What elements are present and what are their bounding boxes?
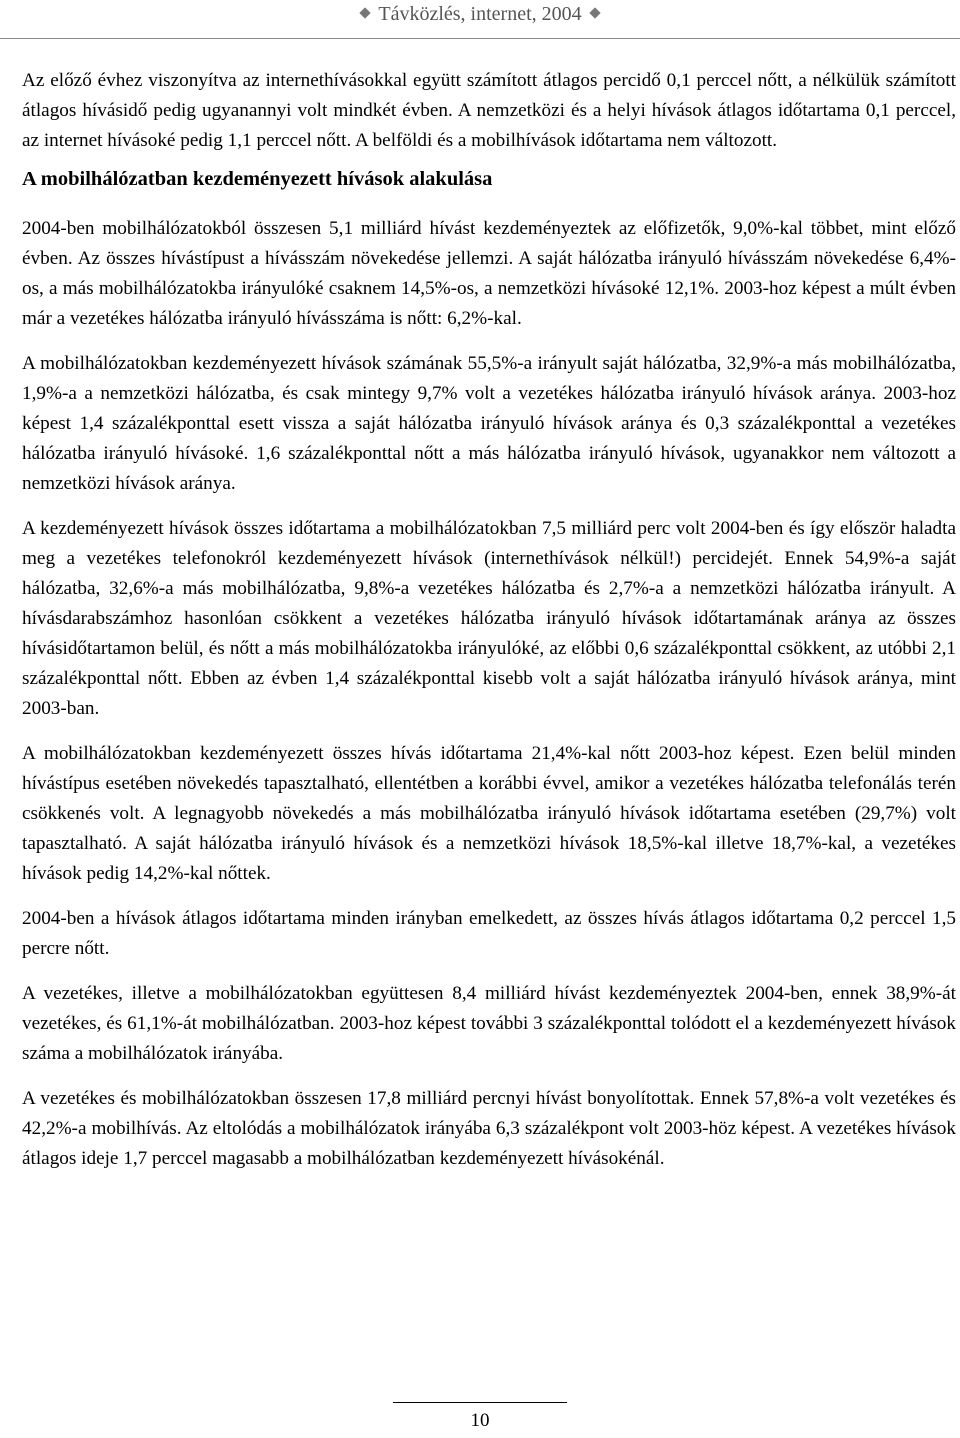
body-paragraph: 2004-ben a hívások átlagos időtartama minden irányban emelkedett, az összes hívás átlagos időtartama 0,2 perccel 1,5 percre nőtt. <box>22 908 956 959</box>
body-paragraph: A vezetékes, illetve a mobilhálózatokban együttesen 8,4 milliárd hívást kezdeményeztek 2004-ben, ennek 38,9%-át vezetékes, és 61,1%-át mobilhálózatban. 2003-hoz képest további 3 százalékponttal tolódott el a kezdeményezett hívások száma a mobilhálózatok irányába. <box>22 983 956 1064</box>
body-paragraph: A vezetékes és mobilhálózatokban összesen 17,8 milliárd percnyi hívást bonyolítottak. Ennek 57,8%-a volt vezetékes és 42,2%-a mobilhívás. Az eltolódás a mobilhálózatok irányába 6,3 százalékpont volt 2003-höz képest. A vezetékes hívások átlagos ideje 1,7 perccel magasabb a mobilhálózatban kezdeményezett hívásokénál. <box>22 1088 956 1169</box>
body-paragraph: A mobilhálózatokban kezdeményezett összes hívás időtartama 21,4%-kal nőtt 2003-hoz képest. Ezen belül minden hívástípus esetében növekedés tapasztalható, ellentétben a korábbi évvel, amikor a vezetékes hálózatba telefonálás terén csökkenés volt. A legnagyobb növekedés a más mobilhálózatba irányuló hívások időtartama esetében (29,7%) volt tapasztalható. A saját hálózatba irányuló hívások és a nemzetközi hívások 18,5%-kal illetve 18,7%-kal, a vezetékes hívások pedig 14,2%-kal nőttek. <box>22 743 956 884</box>
footer-divider <box>393 1402 567 1403</box>
header-title: Távközlés, internet, 2004 <box>378 3 582 25</box>
running-header <box>0 3 960 26</box>
intro-paragraph: Az előző évhez viszonyítva az internethívásokkal együtt számított átlagos percidő 0,1 perccel nőtt, a nélkülük számított átlagos hívásidő pedig ugyanannyi volt mindkét évben. A nemzetközi és a helyi hívások átlagos időtartama 0,1 perccel, az internet hívásoké pedig 1,1 perccel nőtt. A belföldi és a mobilhívások időtartama nem változott. <box>22 70 956 151</box>
diamond-icon <box>360 7 371 18</box>
body-paragraph: A mobilhálózatokban kezdeményezett hívások számának 55,5%-a irányult saját hálózatba, 32,9%-a más mobilhálózatba, 1,9%-a a nemzetközi hálózatba, és csak mintegy 9,7% volt a vezetékes hálózatba irányuló hívások aránya. 2003-hoz képest 1,4 százalékponttal esett vissza a saját hálózatba irányuló hívások aránya és 0,3 százalékponttal a vezetékes hálózatba irányuló hívásoké. 1,6 százalékponttal nőtt a más hálózatba irányuló hívások, ugyanakkor nem változott a nemzetközi hívások aránya. <box>22 353 956 494</box>
section-heading: A mobilhálózatban kezdeményezett hívások alakulása <box>22 168 493 190</box>
page-number: 10 <box>470 1410 490 1431</box>
diamond-icon <box>589 7 600 18</box>
body-paragraph: 2004-ben mobilhálózatokból összesen 5,1 milliárd hívást kezdeményeztek az előfizetők, 9,0%-kal többet, mint előző évben. Az összes hívástípust a hívásszám növekedése jellemzi. A saját hálózatba irányuló hívásszám növekedése 6,4%-os, a más mobilhálózatokba irányulóké csaknem 14,5%-os, a nemzetközi hívásoké 12,1%. 2003-hoz képest a múlt évben már a vezetékes hálózatba irányuló hívásszáma is nőtt: 6,2%-kal. <box>22 218 956 329</box>
page-header <box>0 0 960 39</box>
body-paragraph: A kezdeményezett hívások összes időtartama a mobilhálózatokban 7,5 milliárd perc volt 2004-ben és így először haladta meg a vezetékes telefonokról kezdeményezett hívások (internethívások nélkül!) percidejét. Ennek 54,9%-a saját hálózatba, 32,6%-a más mobilhálózatba, 9,8%-a vezetékes hálózatba és 2,7%-a a nemzetközi hálózatba irányult. A hívásdarabszámhoz hasonlóan csökkent a vezetékes hálózatba irányuló hívások időtartamának aránya az összes hívásidőtartamon belül, és nőtt a más mobilhálózatokba irányulóké, az előbbi 0,6 százalékponttal csökkent, az utóbbi 2,1 százalékponttal nőtt. Ebben az évben 1,4 százalékponttal kisebb volt a saját hálózatba irányuló hívások aránya, mint 2003-ban. <box>22 518 956 719</box>
document-body <box>22 66 956 1189</box>
